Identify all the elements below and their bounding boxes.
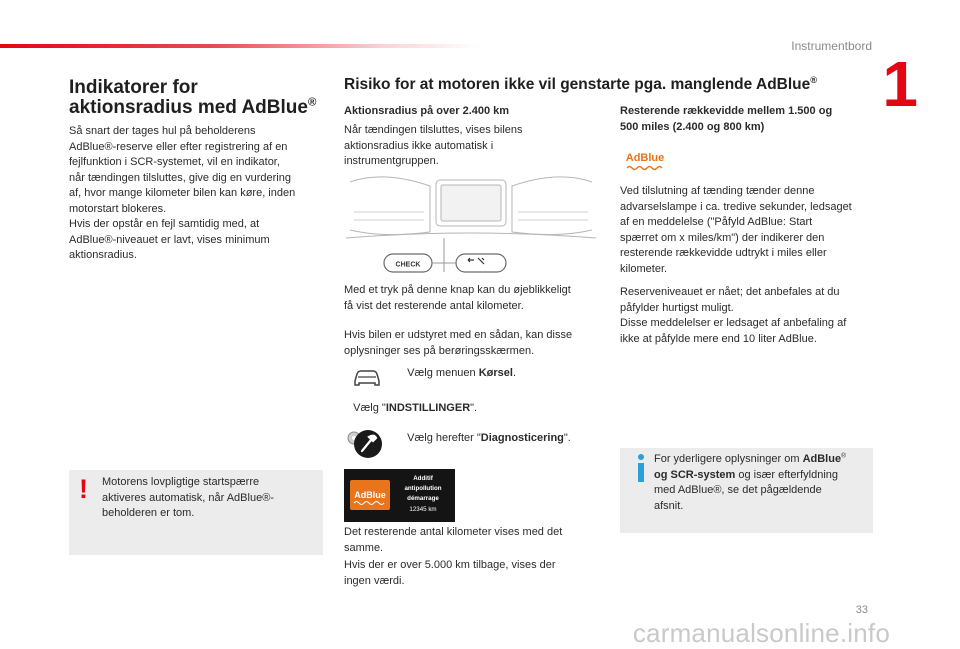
registered-mark: ® (841, 452, 846, 460)
left-body-line: Hvis der opstår en fejl samtidig med, at (69, 218, 260, 230)
right-para1 (620, 184, 882, 277)
step2-post: ". (470, 402, 478, 414)
adblue-logo-text: AdBlue (625, 152, 665, 164)
left-body-line: af, hvor mange kilometer bilen kan køre, inden (69, 187, 296, 199)
car-icon (352, 366, 382, 388)
left-body-line: aktionsradius. (69, 249, 137, 261)
mid-intro-line: Når tændingen tilsluttes, vises bilens (344, 124, 523, 136)
check-button (384, 254, 432, 272)
step1 (398, 366, 608, 382)
right-heading-line: Resterende rækkevidde mellem 1.500 og (620, 105, 833, 117)
screen-adblue-logo: AdBlue (354, 490, 386, 500)
remaining-line: Det resterende antal kilometer vises med det (344, 526, 563, 538)
header-color-bar (0, 44, 480, 48)
mid-intro (344, 123, 604, 170)
step3 (398, 431, 608, 447)
warning-line: aktiveres automatisk, når AdBlue®- (102, 491, 274, 504)
right-para1-line: Ved tilslutning af tænding tænder denne (620, 185, 815, 197)
info-text (654, 452, 866, 514)
warning-line: beholderen er tom. (102, 507, 195, 519)
left-body-line: fejlfunktion i SCR-systemet, vil en indikator, (69, 156, 280, 168)
exclamation-icon: ! (79, 474, 88, 504)
section-title: Instrumentbord (791, 39, 872, 53)
main-title (344, 76, 864, 94)
step3-menu: Diagnosticering (480, 432, 564, 444)
left-title-line2: aktionsradius med AdBlue (69, 97, 308, 118)
left-title-line1: Indikatorer for (69, 77, 198, 98)
press-line: Med et tryk på denne knap kan du øjeblikkeligt (344, 284, 571, 296)
left-body-line: når tændingen tilsluttes, give dig en vurdering (69, 171, 291, 184)
info-l3: med AdBlue®, se det pågældende (654, 484, 822, 496)
mid-intro-line: instrumentgruppen. (344, 155, 439, 167)
adblue-warning-icon (622, 149, 668, 173)
screen-line: démarrage (407, 495, 439, 502)
left-body-line: motorstart blokeres. (69, 202, 167, 215)
step1-menu: Kørsel (478, 367, 513, 379)
step2-pre: Vælg " (353, 402, 386, 414)
step3-post: ". (563, 432, 571, 444)
main-title-text: Risiko for at motoren ikke vil genstarte pga. manglende AdBlue (344, 76, 811, 93)
right-para2-line: påfylder hurtigst muligt. (620, 301, 734, 314)
screen-line: antipollution (404, 485, 442, 492)
diagnostics-icon (344, 426, 384, 460)
mid-heading: Aktionsradius på over 2.400 km (344, 105, 510, 117)
warning-box (69, 470, 323, 555)
touch-line: oplysninger ses på berøringsskærmen. (344, 344, 535, 357)
registered-mark: ® (307, 96, 317, 109)
warning-text (102, 475, 312, 522)
remaining-line: samme. (344, 541, 384, 554)
over-line: ingen værdi. (344, 574, 405, 587)
press-text (344, 283, 604, 314)
info-l1-pre: For yderligere oplysninger om (654, 453, 803, 465)
right-para2 (620, 285, 882, 347)
service-button (456, 254, 506, 272)
screen-line: 12345 km (409, 506, 437, 513)
right-para1-line: advarselslampe i ca. tredive sekunder, ledsaget (620, 200, 852, 213)
right-para2-line: Disse meddelelser er ledsaget af anbefaling af (620, 317, 847, 329)
dashboard-illustration (344, 172, 598, 278)
right-heading-line: 500 miles (2.400 og 800 km) (620, 120, 765, 133)
touch-line: Hvis bilen er udstyret med en sådan, kan disse (344, 329, 573, 341)
info-box (620, 448, 873, 533)
info-l4: afsnit. (654, 499, 684, 512)
right-para2-line: ikke at påfylde mere end 10 liter AdBlue. (620, 332, 817, 345)
check-button-label: CHECK (395, 261, 421, 269)
right-heading (620, 104, 880, 135)
touch-text (344, 328, 604, 359)
remaining-text (344, 525, 604, 556)
left-body-line: AdBlue®-reserve eller efter registrering af en (69, 140, 288, 153)
step1-post: . (512, 367, 517, 379)
over-line: Hvis der er over 5.000 km tilbage, vises der (344, 559, 556, 571)
watermark-text: carmanualsonline.info (632, 618, 890, 648)
adblue-display-screen (344, 469, 455, 522)
step1-pre: Vælg menuen (407, 367, 479, 379)
mid-intro-line: aktionsradius ikke automatisk i (344, 139, 494, 152)
step3-pre: Vælg herefter " (407, 432, 481, 444)
screen-line: Additif (413, 475, 433, 482)
registered-mark: ® (810, 74, 818, 85)
left-title (69, 78, 339, 118)
info-l2-bold: og SCR-system (654, 468, 736, 481)
left-body-line: Så snart der tages hul på beholderens (69, 125, 256, 137)
over-text (344, 558, 604, 589)
left-body-line: AdBlue®-niveauet er lavt, vises minimum (69, 233, 270, 246)
left-body (69, 124, 329, 264)
step2-setting: INDSTILLINGER (385, 402, 471, 414)
warning-line: Motorens lovpligtige startspærre (102, 476, 260, 488)
right-para1-line: resterende rækkevidde udtrykt i miles eller (620, 247, 827, 259)
step2 (344, 401, 604, 417)
press-line: få vist det resterende antal kilometer. (344, 299, 524, 312)
info-l2-post: og især efterfyldning (735, 468, 839, 481)
info-l1-bold: AdBlue (802, 453, 842, 465)
right-para2-line: Reserveniveauet er nået; det anbefales at du (620, 286, 840, 298)
right-para1-line: kilometer. (620, 262, 668, 275)
chapter-number: 1 (882, 48, 918, 120)
right-para1-line: af en meddelelse ("Påfyld AdBlue: Start (620, 216, 813, 228)
right-para1-line: spærret om x miles/km") der indikerer den (620, 231, 825, 244)
info-icon (631, 450, 651, 484)
page-number: 33 (855, 604, 868, 616)
